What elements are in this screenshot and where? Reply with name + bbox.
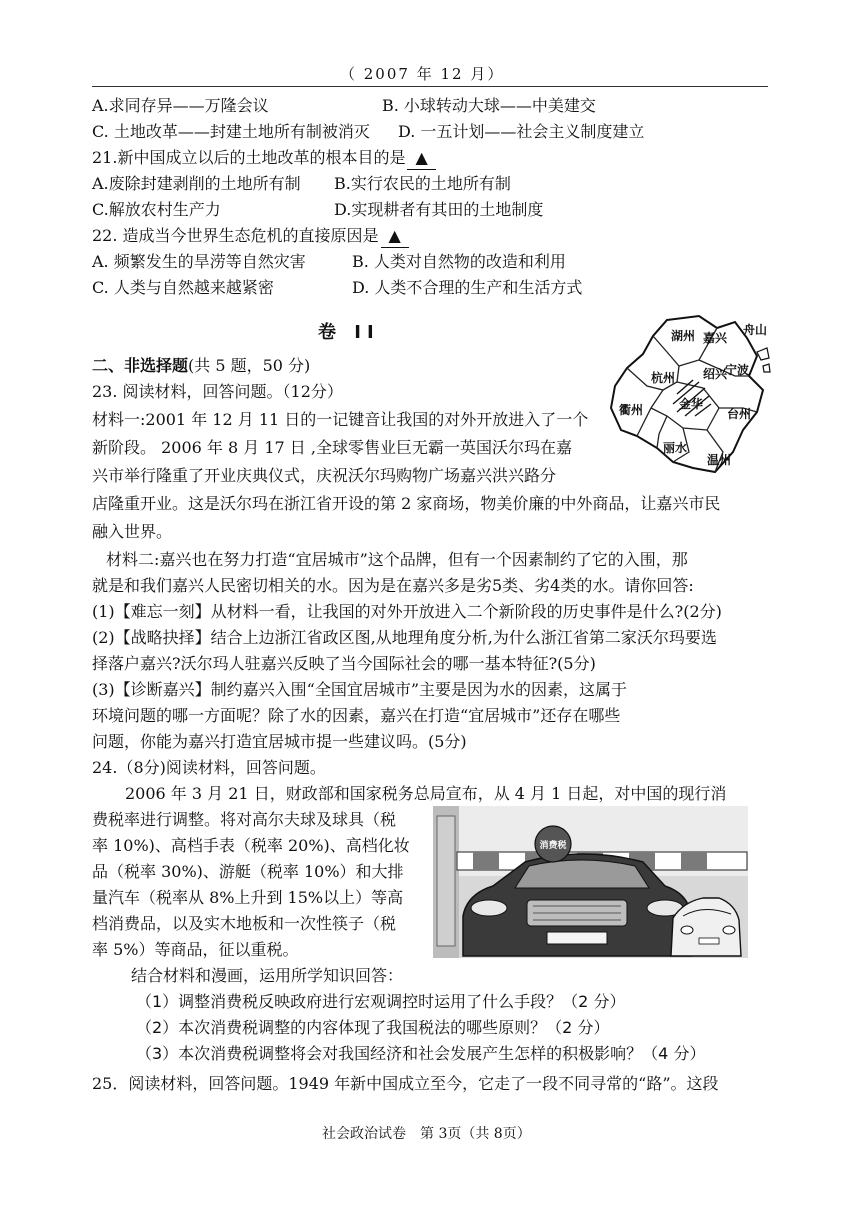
q24-para-line7: 率 5%）等商品，征以重税。: [92, 940, 299, 959]
q23-material1-line2: 新阶段。 2006 年 8 月 17 日 ,全球零售业巨无霸一英国沃尔玛在嘉: [92, 438, 572, 457]
q21-stem: [92, 147, 436, 170]
q24-question1: （1）调整消费税反映政府进行宏观调控时运用了什么手段？（2 分）: [136, 992, 626, 1011]
q22-option-d: D. 人类不合理的生产和生活方式: [352, 278, 583, 297]
q21-option-b: B.实行农民的土地所有制: [334, 174, 511, 193]
q22-stem-text: 22. 造成当今世界生态危机的直接原因是: [92, 226, 379, 245]
section-title: 卷 II: [318, 322, 380, 343]
q20-option-c: C. 土地改革——封建土地所有制被消灭: [92, 122, 370, 141]
q23-material1-line5: 融入世界。: [92, 522, 173, 541]
q21-stem-text: 21.新中国成立以后的土地改革的根本目的是: [92, 148, 406, 167]
map-label-quzhou: 衢州: [619, 403, 644, 417]
section2-heading: [92, 355, 310, 377]
q24-instruction: 结合材料和漫画，运用所学知识回答：: [131, 966, 404, 985]
q24-question2: （2）本次消费税调整的内容体现了我国税法的哪些原则？（2 分）: [136, 1018, 610, 1037]
q22-stem: [92, 225, 409, 248]
q24-para-line4: 品（税率 30%)、游艇（税率 10%）和大排: [92, 862, 404, 881]
q23-question2-line2: 择落户嘉兴?沃尔玛人驻嘉兴反映了当今国际社会的哪一基本特征?(5分): [92, 654, 596, 673]
header-rule: [92, 86, 768, 87]
section2-heading-text: 二、非选择题: [92, 356, 189, 375]
q23-question3-line2: 环境问题的哪一方面呢？除了水的因素，嘉兴在打造“宜居城市”还存在哪些: [92, 706, 621, 725]
map-label-jinhua: 金华: [679, 397, 704, 411]
map-label-taizhou: 台州: [727, 407, 752, 421]
q20-option-d: D. 一五计划——社会主义制度建立: [398, 122, 645, 141]
q24-para-line2: 费税率进行调整。将对高尔夫球及球具（税: [92, 810, 397, 829]
map-label-ningbo: 宁波: [725, 363, 750, 377]
q21-option-a: A.废除封建剥削的土地所有制: [92, 174, 301, 193]
q23-material1-line3: 兴市举行隆重了开业庆典仪式，庆祝沃尔玛购物广场嘉兴洪兴路分: [92, 466, 557, 485]
q24-para-line6: 档消费品，以及实木地板和一次性筷子（税: [92, 914, 397, 933]
q22-answer-blank[interactable]: ▲: [381, 225, 409, 248]
map-label-lishui: 丽水: [663, 441, 688, 455]
q22-option-b: B. 人类对自然物的改造和利用: [352, 252, 566, 271]
q22-option-a: A. 频繁发生的旱涝等自然灾害: [92, 252, 306, 271]
q20-option-b: B. 小球转动大球——中美建交: [382, 96, 596, 115]
q23-material1-line1: 材料一:2001 年 12 月 11 日的一记键音让我国的对外开放进入了一个: [92, 410, 589, 429]
section2-heading-note: (共 5 题，50 分): [188, 356, 311, 375]
page-header-date: （ 2007 年 12 月）: [340, 65, 505, 83]
q24-stem: 24.（8分)阅读材料，回答问题。: [92, 758, 326, 777]
map-label-hangzhou: 杭州: [651, 371, 676, 385]
map-label-huzhou: 湖州: [671, 329, 696, 343]
q23-stem: 23. 阅读材料，回答问题。（12分）: [92, 382, 343, 401]
q23-material2-line1: 材料二:嘉兴也在努力打造“宜居城市”这个品牌，但有一个因素制约了它的入围，那: [106, 550, 688, 569]
q21-answer-blank[interactable]: ▲: [407, 147, 435, 170]
q21-option-c: C.解放农村生产力: [92, 200, 221, 219]
q24-para-line1: 2006 年 3 月 21 日，财政部和国家税务总局宣布，从 4 月 1 日起，对中国的现行消: [125, 784, 727, 803]
zhejiang-map: [607, 312, 772, 478]
q24-para-line5: 量汽车（税率从 8%上升到 15%以上）等高: [92, 888, 404, 907]
q24-para-line3: 率 10%)、高档手表（税率 20%)、高档化妆: [92, 836, 410, 855]
q23-question1: (1)【难忘一刻】从材料一看，让我国的对外开放进入二个新阶段的历史事件是什么?(2分): [92, 602, 722, 621]
cartoon-tax-sign: 消费税: [539, 841, 567, 851]
q23-material2-line2: 就是和我们嘉兴人民密切相关的水。因为是在嘉兴多是劣5类、劣4类的水。请你回答:: [92, 576, 694, 595]
q20-option-a: A.求同存异——万隆会议: [92, 96, 269, 115]
page-footer: 社会政治试卷 第 3页（共 8页）: [322, 1126, 531, 1142]
q23-question2-line1: (2)【战略抉择】结合上边浙江省政区图,从地理角度分析,为什么浙江省第二家沃尔玛要选: [92, 628, 717, 647]
q23-question3-line3: 问题，你能为嘉兴打造宜居城市提一些建议吗。(5分): [92, 732, 467, 751]
q23-material1-line4: 店隆重开业。这是沃尔玛在浙江省开设的第 2 家商场，物美价廉的中外商品，让嘉兴市民: [92, 494, 721, 513]
map-label-shaoxing: 绍兴: [703, 367, 728, 381]
q21-option-d: D.实现耕者有其田的土地制度: [334, 200, 544, 219]
map-label-jiaxing: 嘉兴: [703, 331, 728, 345]
map-label-wenzhou: 温州: [707, 453, 732, 467]
q25-line: 25．阅读材料，回答问题。1949 年新中国成立至今，它走了一段不同寻常的“路”。这段: [92, 1074, 719, 1093]
map-label-zhoushan: 舟山: [743, 323, 768, 337]
tax-cartoon: [433, 806, 748, 958]
q24-question3: （3）本次消费税调整将会对我国经济和社会发展产生怎样的积极影响？（4 分）: [136, 1044, 706, 1063]
q22-option-c: C. 人类与自然越来越紧密: [92, 278, 274, 297]
q23-question3-line1: (3)【诊断嘉兴】制约嘉兴入围“全国宜居城市”主要是因为水的因素，这属于: [92, 680, 628, 699]
